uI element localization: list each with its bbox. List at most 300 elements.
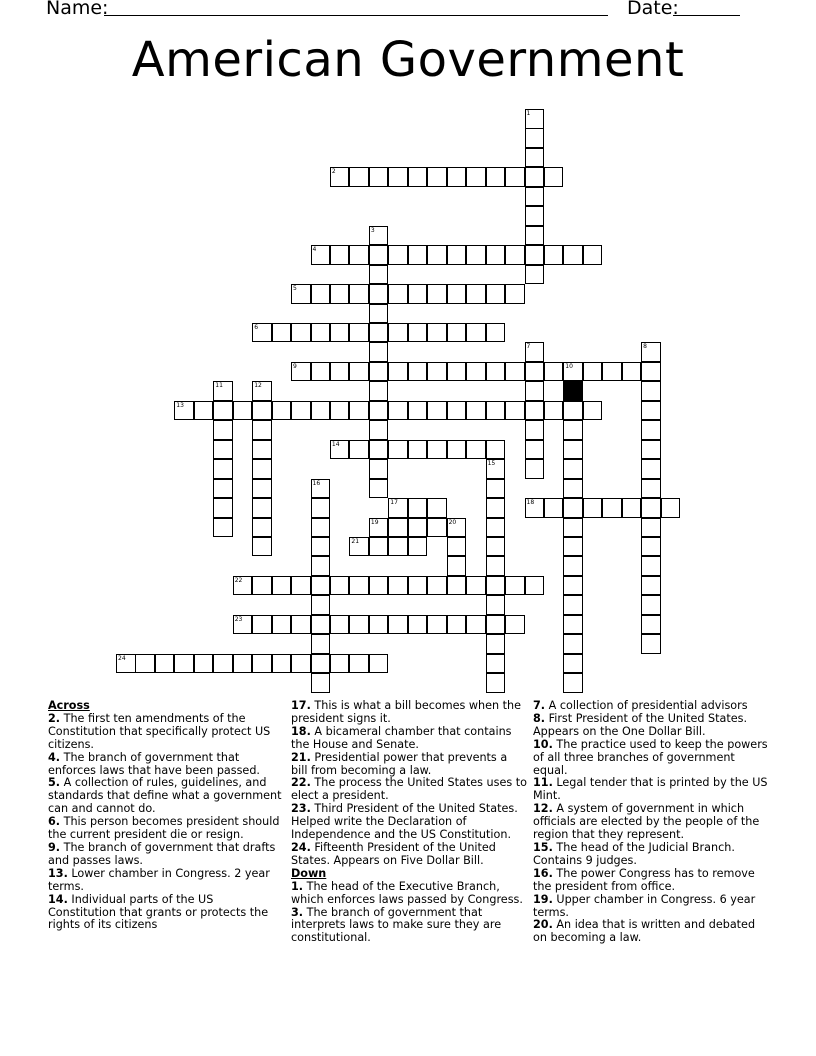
grid-cell[interactable] [505, 615, 525, 635]
grid-cell[interactable] [369, 381, 389, 401]
grid-cell[interactable] [563, 401, 583, 421]
grid-cell[interactable] [563, 576, 583, 596]
grid-cell[interactable] [369, 245, 389, 265]
grid-cell[interactable] [525, 128, 545, 148]
grid-cell[interactable] [525, 401, 545, 421]
grid-cell[interactable] [194, 401, 214, 421]
grid-cell[interactable] [427, 245, 447, 265]
grid-cell[interactable] [486, 498, 506, 518]
grid-cell[interactable] [213, 401, 233, 421]
grid-cell[interactable] [544, 498, 564, 518]
grid-cell[interactable] [408, 537, 428, 557]
grid-cell[interactable] [330, 654, 350, 674]
grid-cell[interactable] [388, 440, 408, 460]
grid-cell[interactable] [447, 615, 467, 635]
grid-cell[interactable] [583, 401, 603, 421]
grid-cell[interactable] [330, 615, 350, 635]
clue-number: 8 [643, 343, 647, 351]
grid-cell[interactable] [447, 323, 467, 343]
clue-number: 18 [526, 499, 535, 506]
grid-cell[interactable] [369, 654, 389, 674]
clue-across-13: 13. Lower chamber in Congress. 2 year terms. [48, 866, 270, 893]
grid-cell[interactable] [505, 401, 525, 421]
grid-cell[interactable] [349, 284, 369, 304]
grid-cell[interactable] [427, 576, 447, 596]
grid-cell[interactable] [311, 479, 331, 499]
grid-cell[interactable] [486, 479, 506, 499]
grid-cell[interactable] [349, 323, 369, 343]
grid-cell[interactable] [427, 284, 447, 304]
across-heading: Across [48, 699, 90, 712]
grid-cell[interactable] [291, 615, 311, 635]
grid-cell[interactable] [466, 362, 486, 382]
grid-cell[interactable] [427, 440, 447, 460]
grid-cell[interactable] [369, 401, 389, 421]
grid-cell[interactable] [641, 381, 661, 401]
grid-cell[interactable] [563, 245, 583, 265]
grid-cell[interactable] [252, 576, 272, 596]
grid-cell[interactable] [349, 167, 369, 187]
grid-cell[interactable] [388, 615, 408, 635]
grid-cell[interactable] [155, 654, 175, 674]
grid-cell[interactable] [505, 576, 525, 596]
grid-cell[interactable] [252, 459, 272, 479]
grid-cell[interactable] [427, 518, 447, 538]
grid-cell[interactable] [291, 401, 311, 421]
grid-cell[interactable] [427, 323, 447, 343]
grid-cell[interactable] [330, 440, 350, 460]
grid-cell[interactable] [388, 537, 408, 557]
grid-cell[interactable] [408, 615, 428, 635]
clue-number: 16 [312, 479, 321, 487]
grid-cell[interactable] [563, 673, 583, 693]
grid-cell[interactable] [486, 595, 506, 615]
page-title: American Government [131, 32, 685, 88]
grid-cell[interactable] [641, 362, 661, 382]
grid-cell[interactable] [563, 459, 583, 479]
grid-cell[interactable] [213, 498, 233, 518]
clue-down-16: 16. The power Congress has to remove the president from office. [533, 866, 755, 893]
grid-cell[interactable] [466, 323, 486, 343]
grid-cell[interactable] [408, 576, 428, 596]
grid-cell[interactable] [486, 634, 506, 654]
grid-cell[interactable] [641, 401, 661, 421]
grid-cell[interactable] [174, 401, 194, 421]
grid-cell[interactable] [272, 323, 292, 343]
grid-cell[interactable] [272, 615, 292, 635]
grid-cell[interactable] [408, 498, 428, 518]
grid-cell[interactable] [330, 401, 350, 421]
grid-cell[interactable] [486, 401, 506, 421]
grid-cell[interactable] [369, 479, 389, 499]
grid-cell[interactable] [291, 284, 311, 304]
clue-number: 10 [565, 362, 573, 370]
grid-cell[interactable] [408, 401, 428, 421]
grid-cell[interactable] [447, 245, 467, 265]
grid-cell[interactable] [408, 518, 428, 538]
grid-cell[interactable] [641, 537, 661, 557]
grid-cell[interactable] [486, 167, 506, 187]
grid-cell[interactable] [505, 362, 525, 382]
grid-cell[interactable] [525, 206, 545, 226]
clue-number: 20 [448, 518, 457, 526]
grid-cell[interactable] [349, 576, 369, 596]
grid-cell[interactable] [525, 226, 545, 246]
grid-cell[interactable] [233, 576, 253, 596]
grid-cell[interactable] [233, 654, 253, 674]
grid-cell[interactable] [602, 498, 622, 518]
grid-cell[interactable] [466, 167, 486, 187]
grid-cell[interactable] [369, 304, 389, 324]
clue-number: 6 [254, 323, 259, 331]
grid-cell[interactable] [525, 109, 545, 129]
grid-cell[interactable] [388, 401, 408, 421]
grid-cell[interactable] [272, 654, 292, 674]
grid-cell[interactable] [563, 420, 583, 440]
grid-cell[interactable] [525, 245, 545, 265]
grid-cell[interactable] [505, 284, 525, 304]
grid-cell[interactable] [330, 167, 350, 187]
grid-cell[interactable] [544, 401, 564, 421]
grid-cell[interactable] [311, 634, 331, 654]
grid-cell[interactable] [563, 595, 583, 615]
grid-cell[interactable] [563, 440, 583, 460]
grid-cell[interactable] [349, 537, 369, 557]
grid-cell[interactable] [525, 167, 545, 187]
grid-cell[interactable] [583, 362, 603, 382]
grid-cell[interactable] [311, 576, 331, 596]
grid-cell[interactable] [272, 401, 292, 421]
grid-cell[interactable] [466, 284, 486, 304]
date-label: Date: [627, 0, 679, 19]
clue-down-20: 20. An idea that is written and debated on becoming a law. [533, 918, 756, 945]
clue-down-10: 10. The practice used to keep the powers of all three branches of government equal. [533, 737, 768, 777]
clue-across-17: 17. This is what a bill becomes when the president signs it. [291, 699, 522, 725]
grid-cell[interactable] [291, 654, 311, 674]
grid-cell[interactable] [408, 167, 428, 187]
grid-cell[interactable] [311, 615, 331, 635]
grid-cell[interactable] [641, 479, 661, 499]
grid-cell[interactable] [388, 167, 408, 187]
grid-cell[interactable] [563, 362, 583, 382]
clue-across-6: 6. This person becomes president should the current president die or resign. [48, 815, 280, 842]
grid-cell[interactable] [349, 440, 369, 460]
grid-cell[interactable] [311, 401, 331, 421]
grid-cell[interactable] [311, 518, 331, 538]
grid-cell[interactable] [563, 537, 583, 557]
clue-across-24: 24. Fifteenth President of the United States. Appears on Five Dollar Bill. [291, 840, 496, 867]
grid-cell[interactable] [486, 518, 506, 538]
grid-cell[interactable] [311, 595, 331, 615]
grid-cell[interactable] [330, 245, 350, 265]
grid-cell[interactable] [525, 187, 545, 207]
grid-cell[interactable] [252, 381, 272, 401]
grid-cell[interactable] [213, 420, 233, 440]
name-label: Name: [46, 0, 109, 19]
grid-cell[interactable] [252, 401, 272, 421]
grid-cell[interactable] [563, 518, 583, 538]
grid-cell[interactable] [447, 576, 467, 596]
grid-cell[interactable] [252, 498, 272, 518]
grid-cell[interactable] [330, 323, 350, 343]
clue-number: 4 [312, 246, 317, 254]
grid-cell[interactable] [447, 537, 467, 557]
grid-cell[interactable] [427, 362, 447, 382]
grid-cell[interactable] [311, 284, 331, 304]
clue-across-9: 9. The branch of government that drafts and passes laws. [48, 840, 276, 867]
grid-cell[interactable] [563, 556, 583, 576]
grid-cell[interactable] [486, 440, 506, 460]
clue-number: 19 [370, 518, 379, 526]
grid-cell[interactable] [505, 167, 525, 187]
grid-cell[interactable] [213, 381, 233, 401]
grid-cell[interactable] [486, 673, 506, 693]
grid-cell[interactable] [486, 576, 506, 596]
grid-cell[interactable] [369, 362, 389, 382]
grid-cell[interactable] [486, 615, 506, 635]
grid-cell[interactable] [213, 440, 233, 460]
grid-cell[interactable] [369, 576, 389, 596]
grid-cell[interactable] [583, 498, 603, 518]
clue-down-1: 1. The head of the Executive Branch, which enforces laws passed by Congress. [291, 879, 523, 906]
grid-cell[interactable] [213, 479, 233, 499]
clue-across-23: 23. Third President of the United States. Helped write the Declaration of Independence and the US Constitution. [291, 802, 518, 842]
grid-cell[interactable] [563, 479, 583, 499]
clue-column-3 [533, 700, 769, 945]
grid-cell[interactable] [369, 323, 389, 343]
grid-cell[interactable] [213, 518, 233, 538]
grid-cell[interactable] [369, 226, 389, 246]
clue-across-2: 2. The first ten amendments of the Constitution that specifically protect US citizens. [48, 711, 271, 751]
grid-cell[interactable] [544, 362, 564, 382]
grid-cell[interactable] [311, 673, 331, 693]
grid-cell[interactable] [447, 362, 467, 382]
grid-cell[interactable] [466, 615, 486, 635]
grid-cell[interactable] [330, 284, 350, 304]
grid-cell[interactable] [641, 595, 661, 615]
grid-cell[interactable] [525, 459, 545, 479]
grid-cell[interactable] [369, 420, 389, 440]
grid-cell[interactable] [311, 323, 331, 343]
grid-cell[interactable] [486, 362, 506, 382]
grid-cell[interactable] [213, 459, 233, 479]
grid-cell[interactable] [349, 245, 369, 265]
grid-cell[interactable] [311, 654, 331, 674]
grid-cell[interactable] [388, 576, 408, 596]
grid-cell[interactable] [525, 576, 545, 596]
clue-number: 3 [370, 226, 375, 234]
grid-cell[interactable] [641, 342, 661, 362]
grid-cell[interactable] [622, 362, 642, 382]
grid-cell[interactable] [447, 167, 467, 187]
grid-cell[interactable] [252, 479, 272, 499]
grid-cell[interactable] [369, 265, 389, 285]
clue-across-14: 14. Individual parts of the US Constitution that grants or protects the rights of its citizens [48, 892, 269, 932]
grid-cell[interactable] [505, 245, 525, 265]
grid-cell[interactable] [213, 654, 233, 674]
grid-cell[interactable] [349, 401, 369, 421]
grid-cell[interactable] [369, 537, 389, 557]
grid-cell[interactable] [427, 401, 447, 421]
clue-number: 11 [215, 382, 223, 390]
grid-cell[interactable] [349, 362, 369, 382]
grid-cell[interactable] [252, 323, 272, 343]
grid-cell[interactable] [641, 556, 661, 576]
grid-cell[interactable] [486, 556, 506, 576]
clue-across-18: 18. A bicameral chamber that contains the House and Senate. [291, 724, 512, 751]
clue-down-12: 12. A system of government in which officials are elected by the people of the region that they represent. [533, 802, 760, 842]
grid-cell[interactable] [194, 654, 214, 674]
grid-cell[interactable] [602, 362, 622, 382]
grid-cell[interactable] [466, 440, 486, 460]
grid-cell[interactable] [408, 440, 428, 460]
grid-cell[interactable] [486, 459, 506, 479]
clue-across-22: 22. The process the United States uses to elect a president. [291, 776, 527, 803]
grid-cell[interactable] [291, 576, 311, 596]
grid-cell[interactable] [466, 576, 486, 596]
grid-cell[interactable] [525, 498, 545, 518]
grid-cell[interactable] [641, 518, 661, 538]
grid-cell[interactable] [116, 654, 136, 674]
grid-cell[interactable] [291, 323, 311, 343]
grid-cell[interactable] [563, 634, 583, 654]
grid-cell[interactable] [661, 498, 681, 518]
grid-cell[interactable] [388, 245, 408, 265]
clue-across-4: 4. The branch of government that enforces laws that have been passed. [48, 750, 260, 777]
grid-cell[interactable] [447, 440, 467, 460]
grid-cell[interactable] [466, 245, 486, 265]
clue-number: 9 [293, 362, 297, 370]
grid-cell[interactable] [583, 245, 603, 265]
grid-cell[interactable] [349, 654, 369, 674]
grid-cell[interactable] [525, 381, 545, 401]
clue-number: 23 [234, 615, 243, 623]
grid-cell[interactable] [311, 537, 331, 557]
grid-cell[interactable] [311, 245, 331, 265]
grid-cell[interactable] [174, 654, 194, 674]
grid-cell[interactable] [563, 615, 583, 635]
grid-cell[interactable] [563, 654, 583, 674]
clue-number: 15 [487, 460, 496, 468]
grid-cell[interactable] [252, 615, 272, 635]
grid-cell[interactable] [447, 518, 467, 538]
grid-cell[interactable] [349, 615, 369, 635]
grid-cell[interactable] [641, 634, 661, 654]
clue-down-3: 3. The branch of government that interprets laws to make sure they are constitutional. [291, 905, 502, 945]
grid-cell[interactable] [641, 459, 661, 479]
grid-cell[interactable] [486, 284, 506, 304]
grid-cell[interactable] [641, 498, 661, 518]
grid-cell[interactable] [311, 498, 331, 518]
grid-cell[interactable] [369, 440, 389, 460]
grid-cell[interactable] [525, 362, 545, 382]
grid-cell[interactable] [641, 615, 661, 635]
grid-cell[interactable] [486, 654, 506, 674]
grid-cell[interactable] [486, 537, 506, 557]
grid-cell[interactable] [408, 284, 428, 304]
grid-cell[interactable] [408, 323, 428, 343]
grid-cell[interactable] [369, 459, 389, 479]
clue-number: 1 [526, 110, 531, 117]
grid-cell[interactable] [388, 362, 408, 382]
grid-cell[interactable] [427, 167, 447, 187]
grid-cell[interactable] [369, 342, 389, 362]
grid-cell[interactable] [388, 284, 408, 304]
clue-number: 13 [176, 401, 184, 409]
grid-cell[interactable] [388, 498, 408, 518]
grid-cell[interactable] [408, 245, 428, 265]
grid-cell[interactable] [544, 245, 564, 265]
grid-cell[interactable] [427, 615, 447, 635]
grid-cell[interactable] [641, 576, 661, 596]
grid-cell[interactable] [252, 654, 272, 674]
grid-cell[interactable] [252, 518, 272, 538]
clue-column-2 [291, 700, 527, 945]
grid-cell[interactable] [252, 440, 272, 460]
grid-cell[interactable] [447, 284, 467, 304]
grid-cell[interactable] [388, 323, 408, 343]
grid-cell[interactable] [330, 362, 350, 382]
grid-cell[interactable] [311, 556, 331, 576]
grid-cell[interactable] [291, 362, 311, 382]
grid-cell[interactable] [447, 556, 467, 576]
clue-number: 5 [293, 285, 297, 292]
clue-number: 22 [234, 576, 243, 584]
grid-cell[interactable] [486, 245, 506, 265]
grid-cell[interactable] [330, 576, 350, 596]
grid-cell[interactable] [486, 323, 506, 343]
grid-cell[interactable] [525, 420, 545, 440]
clue-across-5: 5. A collection of rules, guidelines, and standards that define what a government can and cannot do. [48, 776, 282, 816]
grid-cell[interactable] [641, 420, 661, 440]
grid-cell[interactable] [311, 362, 331, 382]
grid-cell[interactable] [525, 265, 545, 285]
grid-cell[interactable] [641, 440, 661, 460]
grid-cell[interactable] [427, 498, 447, 518]
grid-cell[interactable] [525, 440, 545, 460]
clue-down-8: 8. First President of the United States. Appears on the One Dollar Bill. [533, 711, 748, 738]
grid-cell[interactable] [466, 401, 486, 421]
grid-cell[interactable] [563, 498, 583, 518]
clue-column-1 [48, 700, 284, 932]
grid-cell[interactable] [447, 401, 467, 421]
grid-cell[interactable] [544, 167, 564, 187]
grid-cell[interactable] [369, 284, 389, 304]
grid-cell[interactable] [135, 654, 155, 674]
grid-cell[interactable] [252, 420, 272, 440]
clue-down-7: 7. A collection of presidential advisors [533, 699, 748, 712]
grid-cell[interactable] [233, 401, 253, 421]
grid-cell[interactable] [369, 167, 389, 187]
clue-number: 24 [118, 654, 126, 662]
down-heading: Down [291, 866, 327, 880]
clue-number: 2 [331, 168, 336, 176]
grid-cell[interactable] [622, 498, 642, 518]
grid-cell[interactable] [408, 362, 428, 382]
clue-across-21: 21. Presidential power that prevents a bill from becoming a law. [291, 750, 508, 777]
grid-cell[interactable] [369, 615, 389, 635]
grid-cell[interactable] [233, 615, 253, 635]
grid-cell[interactable] [272, 576, 292, 596]
grid-cell[interactable] [388, 518, 408, 538]
grid-cell[interactable] [252, 537, 272, 557]
black-cell [563, 381, 583, 401]
clue-number: 21 [351, 537, 360, 545]
clue-number: 14 [331, 440, 340, 448]
grid-cell[interactable] [525, 148, 545, 168]
grid-cell[interactable] [369, 518, 389, 538]
grid-cell[interactable] [525, 342, 545, 362]
